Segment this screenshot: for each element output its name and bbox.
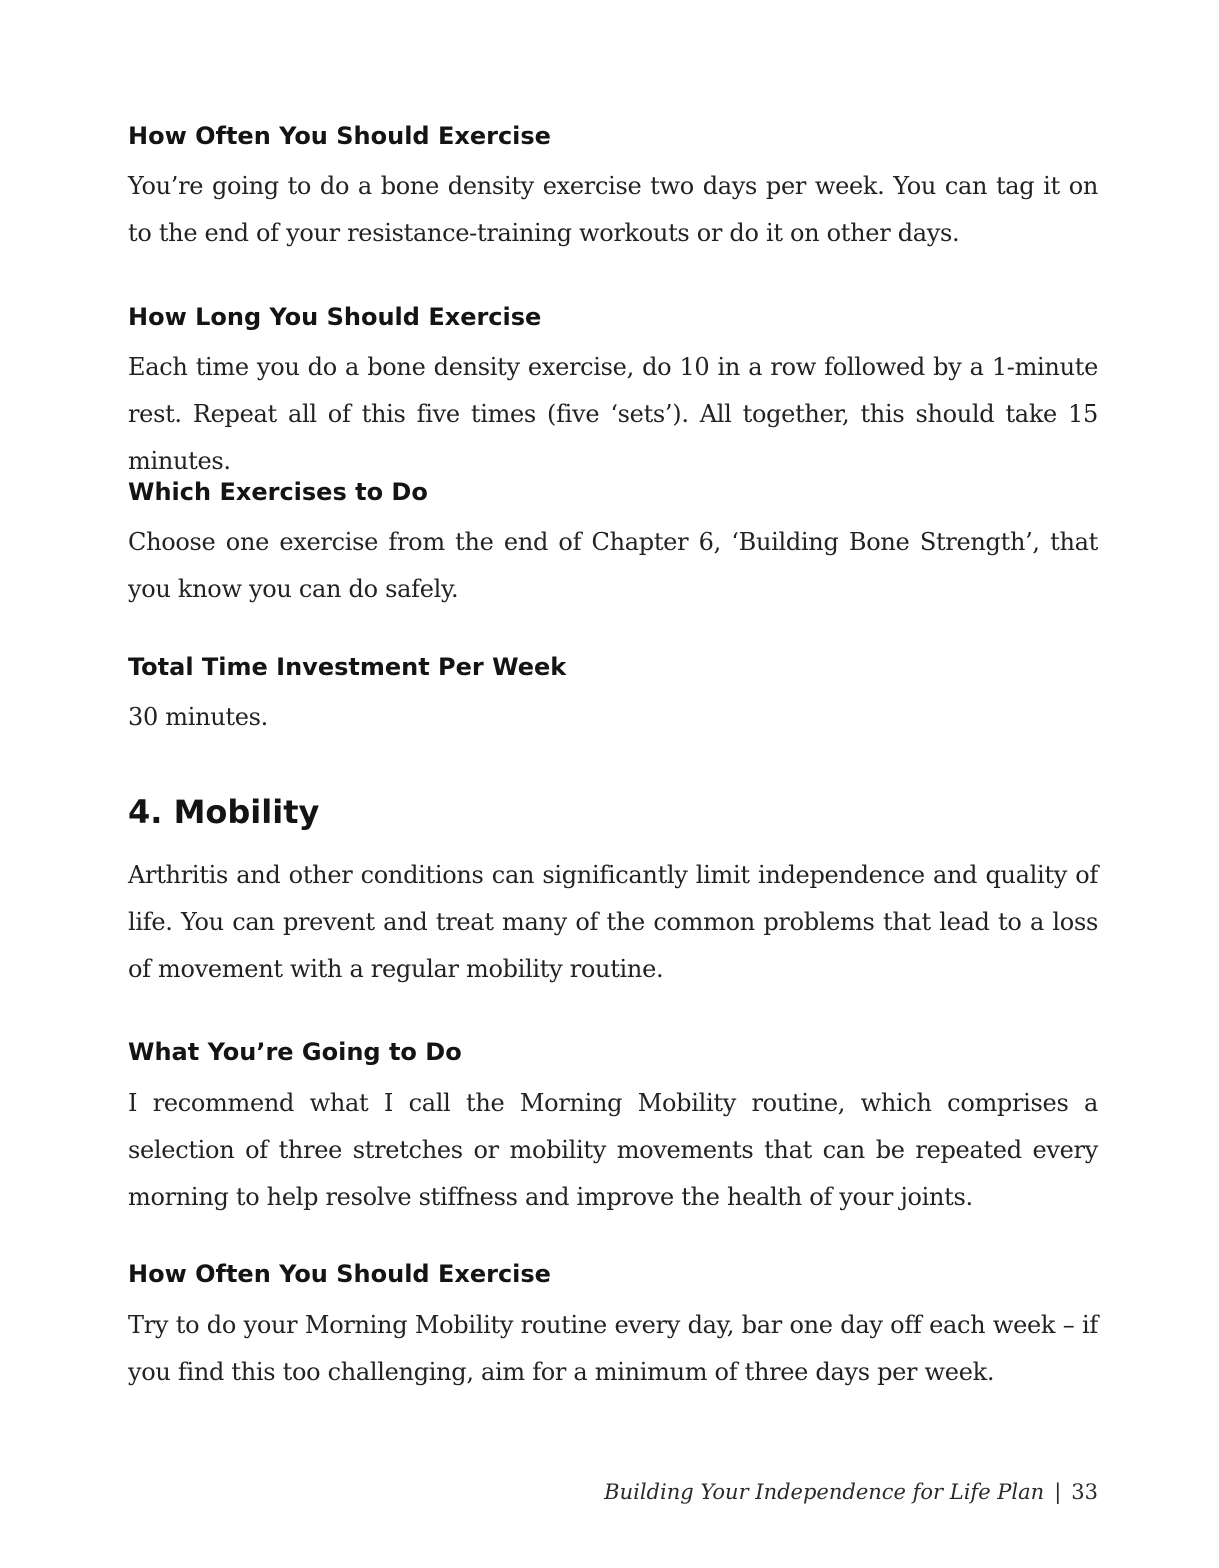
section-heading-total-time: Total Time Investment Per Week — [128, 653, 567, 681]
section-body-mobility-how-often: Try to do your Morning Mobility routine every day, bar one day off each week – if you find this too challenging, aim for a minimum of three days per week. — [128, 1311, 1098, 1386]
mobility-heading: 4. Mobility — [128, 793, 320, 831]
document-page — [128, 0, 1098, 1568]
page-footer — [604, 1478, 1098, 1506]
section-heading-how-often: How Often You Should Exercise — [128, 122, 551, 150]
section-heading-mobility-how-often: How Often You Should Exercise — [128, 1260, 551, 1288]
page-number: 33 — [1071, 1480, 1098, 1504]
section-heading-which-exercises: Which Exercises to Do — [128, 478, 428, 506]
section-body-how-often: You’re going to do a bone density exercise two days per week. You can tag it on to the end of your resistance-training workouts or do it on other days. — [128, 172, 1098, 247]
section-heading-how-long: How Long You Should Exercise — [128, 303, 542, 331]
footer-separator: | — [1054, 1480, 1062, 1504]
footer-title: Building Your Independence for Life Plan — [604, 1480, 1045, 1504]
section-body-how-long: Each time you do a bone density exercise, do 10 in a row followed by a 1-minute rest. Repeat all of this five times (five ‘sets’). All together, this should take 15 minutes. — [128, 353, 1098, 475]
mobility-intro: Arthritis and other conditions can significantly limit independence and quality of life. You can prevent and treat many of the common problems that lead to a loss of movement with a regular mobility routine. — [128, 861, 1098, 983]
section-body-total-time: 30 minutes. — [128, 703, 269, 731]
section-body-which-exercises: Choose one exercise from the end of Chapter 6, ‘Building Bone Strength’, that you know you can do safely. — [128, 528, 1098, 603]
section-body-what-to-do: I recommend what I call the Morning Mobility routine, which comprises a selection of three stretches or mobility movements that can be repeated every morning to help resolve stiffness and improve the health of your joints. — [128, 1089, 1098, 1211]
section-heading-what-to-do: What You’re Going to Do — [128, 1038, 462, 1066]
